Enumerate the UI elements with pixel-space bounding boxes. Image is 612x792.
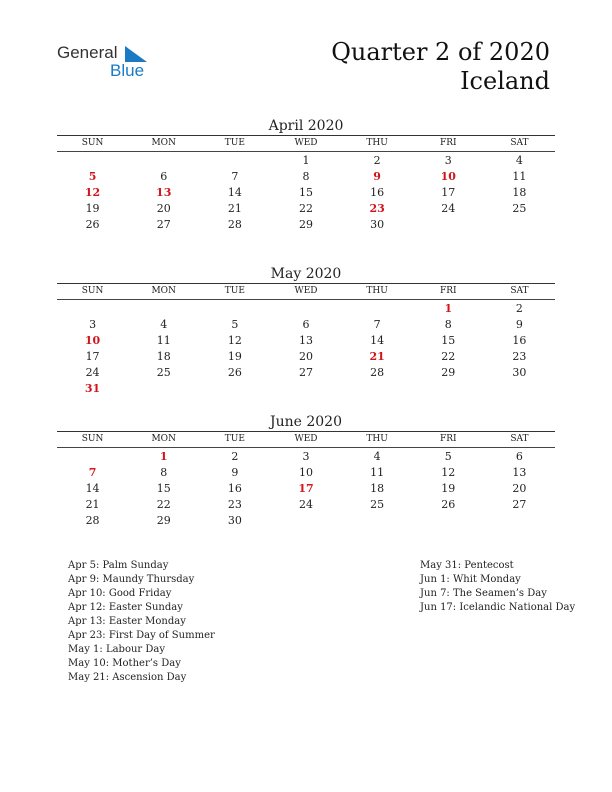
empty-day-cell bbox=[342, 301, 413, 317]
logo-word-general: General bbox=[57, 43, 118, 62]
holiday-item: May 21: Ascension Day bbox=[68, 672, 187, 683]
empty-day-cell bbox=[484, 217, 555, 233]
weekday-header bbox=[57, 135, 555, 152]
empty-day-cell bbox=[413, 513, 484, 529]
empty-day-cell bbox=[199, 153, 270, 169]
day-cell: 25 bbox=[512, 202, 527, 215]
day-cell: 12 bbox=[441, 466, 456, 479]
logo-triangle-icon bbox=[125, 46, 147, 62]
month-title: May 2020 bbox=[270, 266, 342, 282]
day-cell: 22 bbox=[441, 350, 456, 363]
day-cell: 8 bbox=[160, 466, 168, 479]
day-cell: 5 bbox=[444, 450, 452, 463]
week-row bbox=[57, 497, 555, 513]
empty-day-cell bbox=[128, 381, 199, 397]
day-cell: 30 bbox=[512, 366, 527, 379]
day-cell: 30 bbox=[370, 218, 385, 231]
holiday-item: Jun 1: Whit Monday bbox=[420, 574, 521, 585]
weekday-label: WED bbox=[294, 434, 318, 444]
day-cell: 6 bbox=[302, 318, 310, 331]
holiday-item: Apr 23: First Day of Summer bbox=[68, 630, 215, 641]
week-row bbox=[57, 333, 555, 349]
day-cell: 10 bbox=[298, 466, 313, 479]
week-row bbox=[57, 201, 555, 217]
day-cell: 6 bbox=[515, 450, 523, 463]
empty-day-cell bbox=[199, 381, 270, 397]
day-cell: 5 bbox=[88, 170, 97, 183]
day-cell: 28 bbox=[370, 366, 385, 379]
day-cell: 18 bbox=[512, 186, 527, 199]
weekday-header bbox=[57, 431, 555, 448]
title-quarter: Quarter 2 of 2020 bbox=[331, 38, 550, 66]
weekday-label: SUN bbox=[81, 286, 104, 296]
day-cell: 15 bbox=[441, 334, 456, 347]
holiday-item: Apr 10: Good Friday bbox=[68, 588, 172, 599]
day-cell: 25 bbox=[156, 366, 171, 379]
empty-day-cell bbox=[270, 513, 341, 529]
day-cell: 7 bbox=[231, 170, 239, 183]
empty-day-cell bbox=[57, 449, 128, 465]
day-cell: 27 bbox=[512, 498, 527, 511]
day-cell: 17 bbox=[85, 350, 100, 363]
day-cell: 20 bbox=[156, 202, 171, 215]
holiday-list-right bbox=[420, 559, 575, 615]
day-cell: 28 bbox=[227, 218, 242, 231]
day-cell: 9 bbox=[231, 466, 239, 479]
holiday-item: Jun 7: The Seamen’s Day bbox=[420, 588, 547, 599]
day-cell: 16 bbox=[370, 186, 385, 199]
day-cell: 4 bbox=[373, 450, 381, 463]
day-cell: 10 bbox=[84, 334, 101, 347]
day-cell: 30 bbox=[227, 514, 242, 527]
empty-day-cell bbox=[128, 153, 199, 169]
week-row bbox=[57, 365, 555, 381]
week-row bbox=[57, 349, 555, 365]
day-cell: 23 bbox=[512, 350, 527, 363]
day-cell: 20 bbox=[298, 350, 313, 363]
day-cell: 7 bbox=[373, 318, 381, 331]
weekday-label: MON bbox=[151, 138, 176, 148]
day-cell: 21 bbox=[227, 202, 242, 215]
empty-day-cell bbox=[128, 301, 199, 317]
weekday-label: SAT bbox=[510, 286, 529, 296]
week-row bbox=[57, 513, 555, 529]
day-cell: 16 bbox=[227, 482, 242, 495]
day-cell: 2 bbox=[231, 450, 239, 463]
month-june bbox=[57, 413, 555, 529]
day-cell: 2 bbox=[515, 302, 523, 315]
weekday-label: MON bbox=[151, 286, 176, 296]
empty-day-cell bbox=[342, 513, 413, 529]
day-cell: 27 bbox=[156, 218, 171, 231]
day-cell: 3 bbox=[302, 450, 310, 463]
month-title: April 2020 bbox=[268, 118, 344, 134]
logo-word-blue: Blue bbox=[110, 61, 145, 80]
day-cell: 21 bbox=[369, 350, 385, 363]
day-cell: 29 bbox=[441, 366, 456, 379]
holiday-item: May 1: Labour Day bbox=[68, 644, 165, 655]
week-row bbox=[57, 317, 555, 333]
week-row bbox=[57, 465, 555, 481]
day-cell: 20 bbox=[512, 482, 527, 495]
day-cell: 19 bbox=[85, 202, 100, 215]
month-may bbox=[57, 265, 555, 397]
day-cell: 1 bbox=[302, 154, 310, 167]
day-cell: 13 bbox=[298, 334, 313, 347]
day-cell: 9 bbox=[373, 170, 381, 183]
day-cell: 26 bbox=[441, 498, 456, 511]
holiday-item: May 10: Mother’s Day bbox=[68, 658, 181, 669]
weekday-label: TUE bbox=[224, 434, 245, 444]
holiday-item: Apr 13: Easter Monday bbox=[68, 616, 186, 627]
weekday-label: THU bbox=[366, 138, 388, 148]
day-cell: 25 bbox=[370, 498, 385, 511]
empty-day-cell bbox=[270, 301, 341, 317]
empty-day-cell bbox=[484, 381, 555, 397]
day-cell: 8 bbox=[444, 318, 452, 331]
day-cell: 11 bbox=[370, 466, 385, 479]
day-cell: 17 bbox=[298, 482, 314, 495]
day-cell: 4 bbox=[515, 154, 523, 167]
day-cell: 14 bbox=[370, 334, 385, 347]
day-cell: 26 bbox=[85, 218, 100, 231]
empty-day-cell bbox=[342, 381, 413, 397]
weekday-label: SAT bbox=[510, 138, 529, 148]
day-cell: 9 bbox=[515, 318, 523, 331]
day-cell: 12 bbox=[84, 186, 101, 199]
day-cell: 3 bbox=[89, 318, 97, 331]
day-cell: 13 bbox=[512, 466, 527, 479]
weekday-label: FRI bbox=[439, 138, 457, 148]
day-cell: 22 bbox=[298, 202, 313, 215]
day-cell: 24 bbox=[441, 202, 456, 215]
week-row bbox=[57, 449, 555, 465]
day-cell: 18 bbox=[156, 350, 171, 363]
weekday-label: FRI bbox=[439, 286, 457, 296]
weekday-label: WED bbox=[294, 286, 318, 296]
day-cell: 28 bbox=[85, 514, 100, 527]
day-cell: 14 bbox=[85, 482, 100, 495]
day-cell: 2 bbox=[373, 154, 381, 167]
day-cell: 31 bbox=[84, 382, 101, 395]
day-cell: 23 bbox=[369, 202, 385, 215]
day-cell: 1 bbox=[444, 302, 453, 315]
weekday-label: SUN bbox=[81, 138, 104, 148]
day-cell: 17 bbox=[441, 186, 456, 199]
day-cell: 1 bbox=[159, 450, 168, 463]
day-cell: 16 bbox=[512, 334, 527, 347]
holiday-item: Apr 12: Easter Sunday bbox=[68, 602, 183, 613]
logo bbox=[57, 43, 157, 83]
day-cell: 6 bbox=[160, 170, 168, 183]
empty-day-cell bbox=[57, 153, 128, 169]
weekday-label: FRI bbox=[439, 434, 457, 444]
day-cell: 7 bbox=[88, 466, 97, 479]
holiday-item: Apr 9: Maundy Thursday bbox=[68, 574, 195, 585]
day-cell: 22 bbox=[156, 498, 171, 511]
day-cell: 14 bbox=[227, 186, 242, 199]
week-row bbox=[57, 185, 555, 201]
week-row bbox=[57, 381, 555, 397]
empty-day-cell bbox=[270, 381, 341, 397]
weekday-label: THU bbox=[366, 286, 388, 296]
weekday-label: SUN bbox=[81, 434, 104, 444]
day-cell: 27 bbox=[298, 366, 313, 379]
weekday-label: TUE bbox=[224, 138, 245, 148]
day-cell: 21 bbox=[85, 498, 100, 511]
day-cell: 12 bbox=[227, 334, 242, 347]
day-cell: 24 bbox=[85, 366, 100, 379]
holiday-item: Jun 17: Icelandic National Day bbox=[420, 602, 576, 613]
day-cell: 29 bbox=[156, 514, 171, 527]
day-cell: 24 bbox=[298, 498, 313, 511]
week-row bbox=[57, 169, 555, 185]
week-row bbox=[57, 217, 555, 233]
week-row bbox=[57, 481, 555, 497]
empty-day-cell bbox=[413, 217, 484, 233]
day-cell: 26 bbox=[227, 366, 242, 379]
day-cell: 15 bbox=[298, 186, 313, 199]
page-title bbox=[331, 38, 550, 96]
day-cell: 19 bbox=[227, 350, 242, 363]
day-cell: 11 bbox=[512, 170, 527, 183]
day-cell: 4 bbox=[160, 318, 168, 331]
day-cell: 23 bbox=[227, 498, 242, 511]
holiday-item: Apr 5: Palm Sunday bbox=[68, 560, 169, 571]
weekday-label: MON bbox=[151, 434, 176, 444]
day-cell: 13 bbox=[156, 186, 172, 199]
weekday-header bbox=[57, 283, 555, 300]
day-cell: 11 bbox=[156, 334, 171, 347]
empty-day-cell bbox=[413, 381, 484, 397]
day-cell: 15 bbox=[156, 482, 171, 495]
day-cell: 10 bbox=[440, 170, 456, 183]
day-cell: 19 bbox=[441, 482, 456, 495]
week-row bbox=[57, 301, 555, 317]
day-cell: 8 bbox=[302, 170, 310, 183]
month-april bbox=[57, 117, 555, 233]
month-title: June 2020 bbox=[269, 414, 342, 430]
day-cell: 3 bbox=[444, 154, 452, 167]
holiday-item: May 31: Pentecost bbox=[420, 560, 514, 571]
week-row bbox=[57, 153, 555, 169]
empty-day-cell bbox=[484, 513, 555, 529]
holiday-list-left bbox=[68, 559, 215, 685]
day-cell: 18 bbox=[370, 482, 385, 495]
empty-day-cell bbox=[199, 301, 270, 317]
title-country: Iceland bbox=[460, 67, 550, 95]
weekday-label: THU bbox=[366, 434, 388, 444]
weekday-label: WED bbox=[294, 138, 318, 148]
weekday-label: TUE bbox=[224, 286, 245, 296]
day-cell: 5 bbox=[231, 318, 239, 331]
day-cell: 29 bbox=[298, 218, 313, 231]
weekday-label: SAT bbox=[510, 434, 529, 444]
empty-day-cell bbox=[57, 301, 128, 317]
